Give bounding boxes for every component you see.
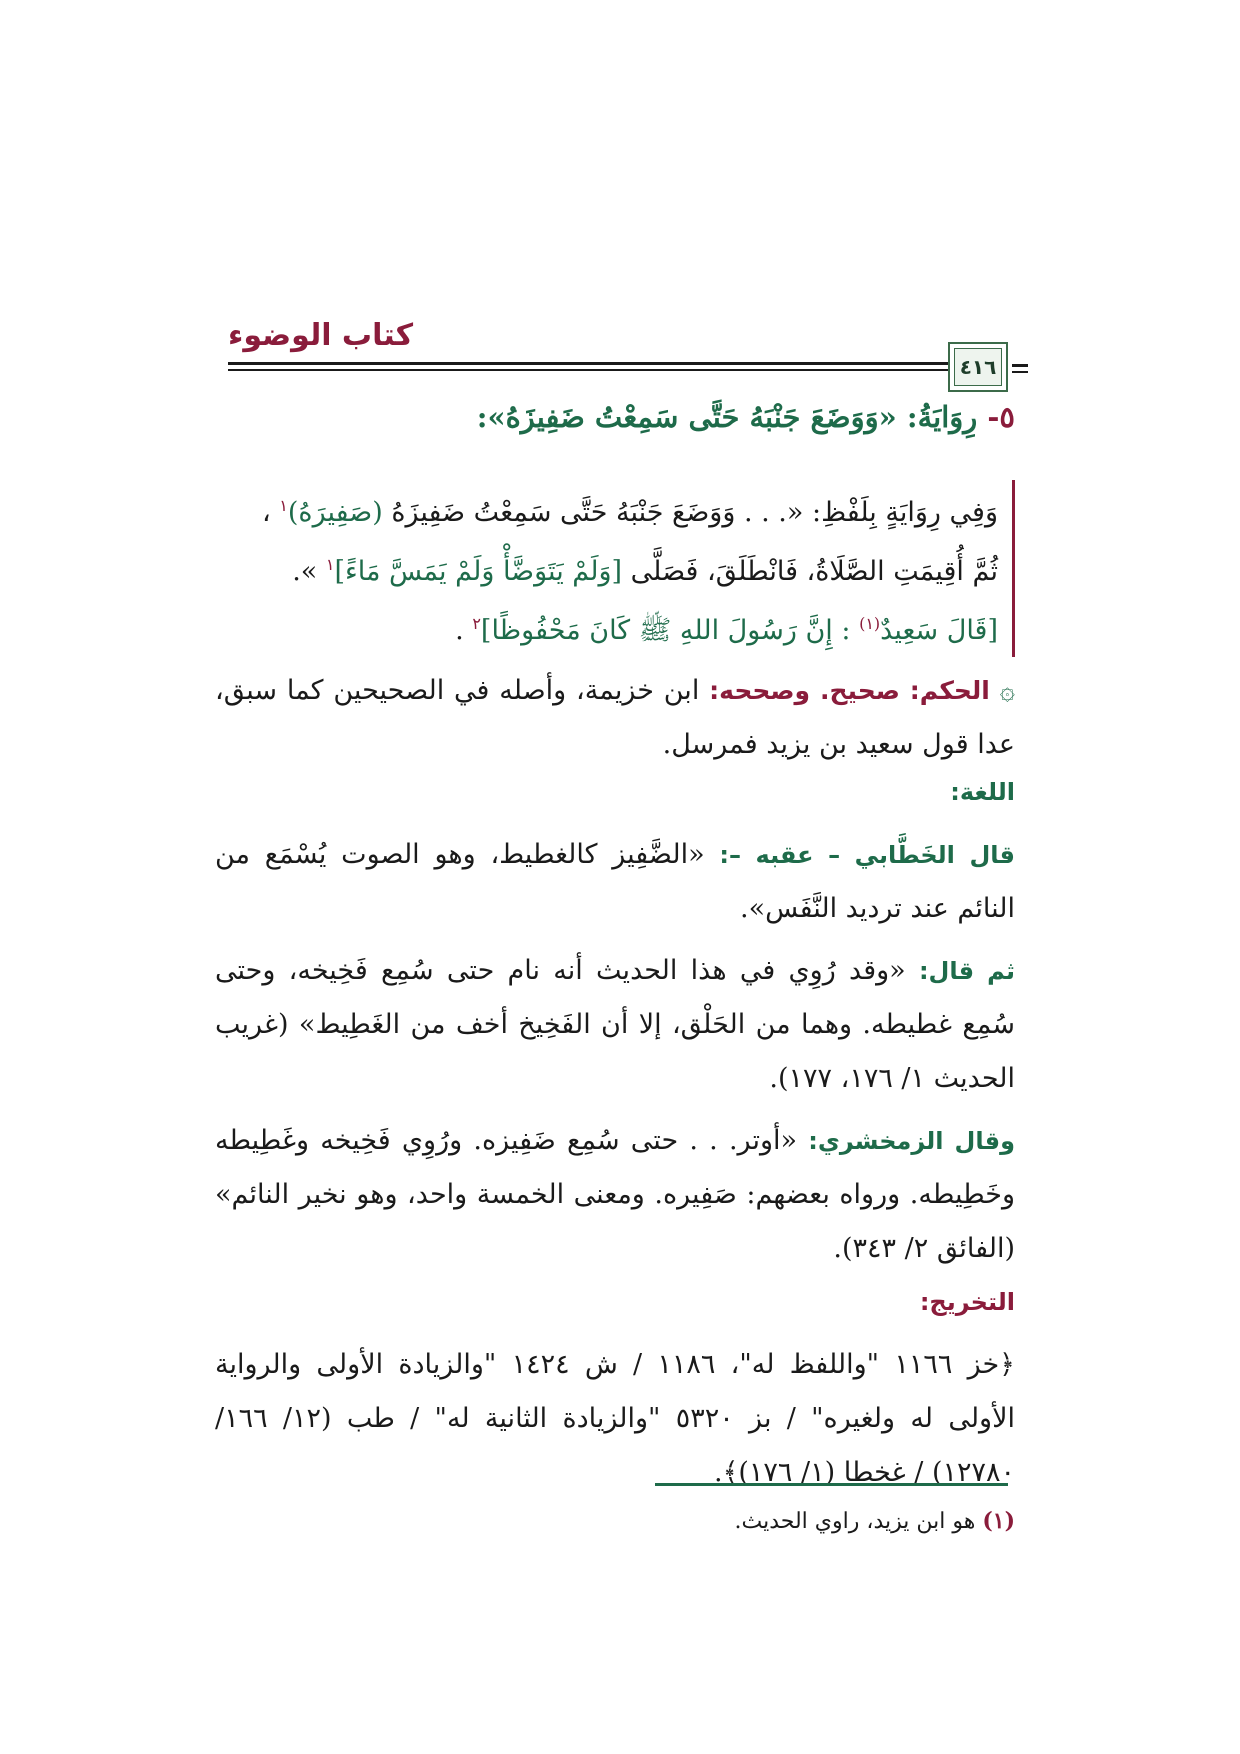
takhrij-paragraph: ﴿خز ١١٦٦ "واللفظ له"، ١١٨٦ / ش ١٤٢٤ "والزيادة الأولى والرواية الأولى له ولغيره" / بز ٥٣٢٠ "والزيادة الثانية له" / طب (١٢/ ١٦٦/ ١٢٧٨٠) / غخطا (١/ ١٧٦)﴾. [215,1349,1016,1488]
hadith-line-3-end: . [455,615,464,646]
hadith-line-3 [215,598,998,657]
section-quote: «وَوَضَعَ جَنْبَهُ حَتَّى سَمِعْتُ ضَفِيزَهُ»: [476,400,897,434]
hadith-line-1-text: وَفِي رِوَايَةٍ بِلَفْظِ: «. . . وَوَضَعَ جَنْبَهُ حَتَّى سَمِعْتُ ضَفِيزَهُ [391,497,998,528]
thumma-qal-text: «وقد رُوِي في هذا الحديث أنه نام حتى سُمِع فَخِيخه، وحتى سُمِع غطيطه. وهما من الحَلْق، إلا أن الفَخِيخ أخف من الغَطِيط» (غريب الحديث ١/ ١٧٦، ١٧٧). [215,955,1015,1094]
zamakhshari-text: «أوتر. . . حتى سُمِع ضَفِيزه. ورُوِي فَخِيخه وغَطِيطه وخَطِيطه. ورواه بعضهم: صَفِيره. ومعنى الخمسة واحد، وهو نخير النائم» (الفائق ٢/ ٣٤٣). [215,1125,1015,1264]
page-number-frame [948,342,1008,392]
hadith-addition-2-end: : إِنَّ رَسُولَ اللهِ ﷺ كَانَ مَحْفُوظًا] [480,615,851,646]
footnote-ref[interactable]: (١) [859,614,881,633]
lugha-heading: اللغة: [950,778,1015,806]
section-label: رِوَايَةُ: [906,400,978,434]
addition-mark-2: ١ [325,555,335,574]
addition-mark-1: ١ [279,496,288,515]
hukm-grade: صحيح. وصححه: [709,676,900,705]
hadith-line-1-end: ، [261,497,271,528]
footnote-divider [655,1483,1008,1486]
hukm-paragraph [215,664,1015,772]
lugha-paragraph-2 [215,944,1015,1106]
takhrij-heading: التخريج: [919,1288,1015,1316]
footnote-number: (١) [982,1508,1015,1534]
section-title [215,400,1015,434]
hadith-text [215,480,1015,657]
zamakhshari-label: وقال الزمخشري: [808,1127,1015,1155]
addition-mark-3: ٢ [472,614,481,633]
lugha-paragraph-1 [215,828,1015,936]
hukm-text: ابن خزيمة، وأصله في الصحيحين كما سبق، عدا قول سعيد بن يزيد فمرسل. [215,675,1015,760]
hukm-label: الحكم: [909,676,990,705]
hadith-addition-2-start: [قَالَ سَعِيدٌ [880,615,998,646]
header-rule [228,362,1008,365]
footnote-text: هو ابن يزيد، راوي الحديث. [734,1509,976,1534]
section-number: ٥- [987,400,1015,434]
hadith-line-1 [215,480,998,539]
khattabi-text: «الضَّفِيز كالغطيط، وهو الصوت يُسْمَع من النائم عند ترديد النَّفَس». [215,839,1015,924]
book-title: كتاب الوضوء [228,318,414,353]
hadith-variant-1: (صَفِيرَهُ) [287,497,383,528]
khattabi-label: قال الخَطَّابي – عقبه –: [719,841,1016,869]
lugha-paragraph-3 [215,1114,1015,1276]
hadith-addition-1: [وَلَمْ يَتَوَضَّأْ وَلَمْ يَمَسَّ مَاءً] [334,556,623,587]
hadith-line-2-end: ». [292,556,318,587]
footnote [415,1508,1015,1534]
header-rule-end [1012,364,1028,367]
hadith-line-2 [215,539,998,598]
header-rule-end-secondary [1012,371,1028,373]
page-number: ٤١٦ [954,348,1002,386]
header-rule-secondary [228,369,1008,371]
flower-ornament-icon: ۞ [999,676,1015,706]
thumma-qal-label: ثم قال: [918,957,1015,985]
hadith-line-2-text: ثُمَّ أُقِيمَتِ الصَّلَاةُ، فَانْطَلَقَ، فَصَلَّى [630,556,998,587]
